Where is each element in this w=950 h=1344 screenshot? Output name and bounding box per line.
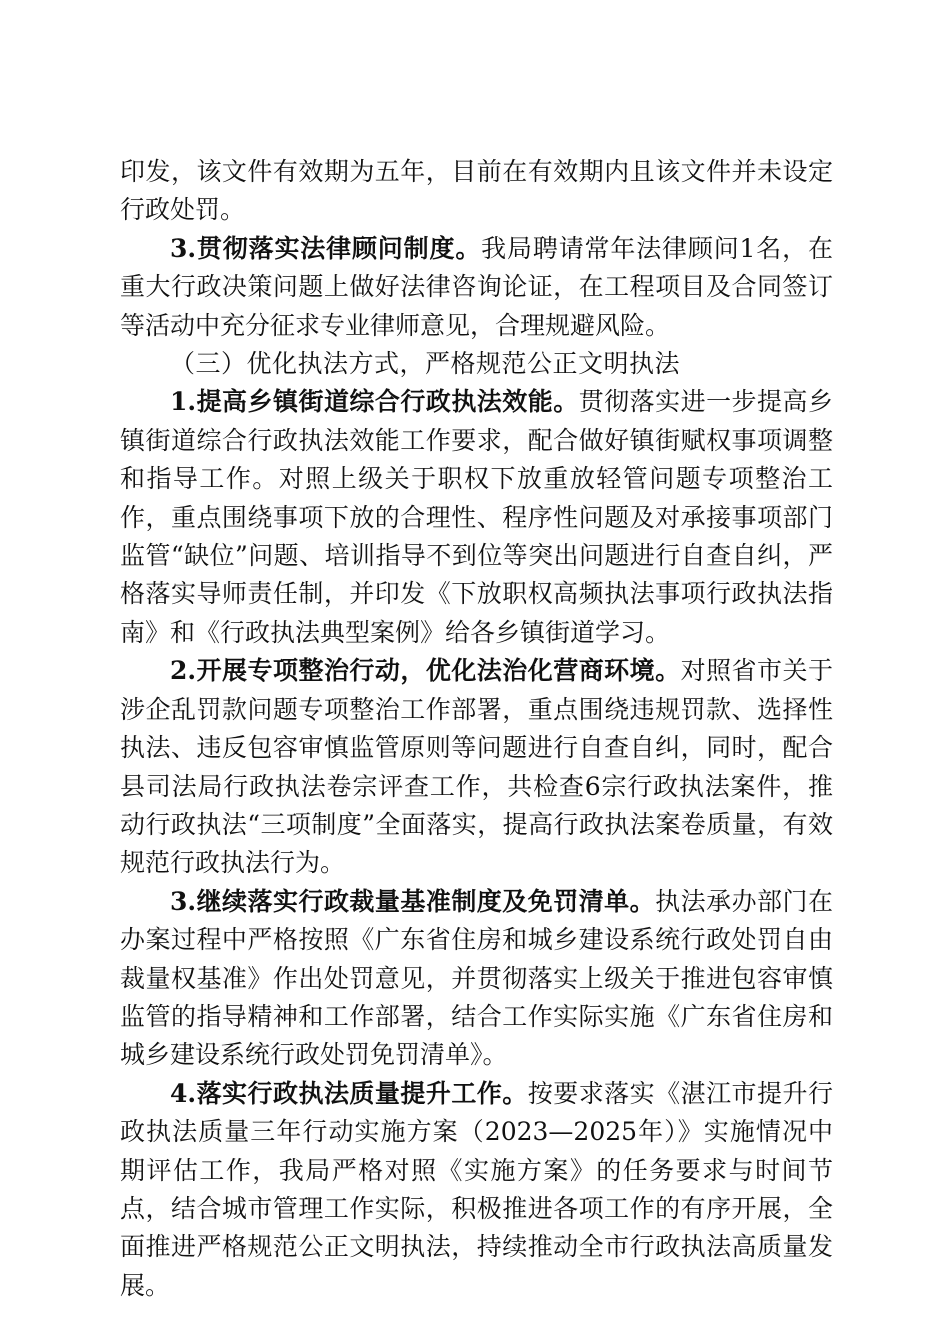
paragraph-lead: 4.落实行政执法质量提升工作。 <box>170 1078 528 1108</box>
paragraph-legal-advisor <box>120 230 833 345</box>
paragraph-text: 印发，该文件有效期为五年，目前在有效期内且该文件并未设定行政处罚。 <box>120 157 833 225</box>
paragraph-text: 贯彻落实进一步提高乡镇街道综合行政执法效能工作要求，配合做好镇街赋权事项调整和指导工作。对照上级关于职权下放重放轻管问题专项整治工作，重点围绕事项下放的合理性、程序性问题及对承接事项部门监管“缺位”问题、培训指导不到位等突出问题进行自查自纠，严格落实导师责任制，并印发《下放职权高频执法事项行政执法指南》和《行政执法典型案例》给各乡镇街道学习。 <box>120 387 833 647</box>
paragraph-special-rectification <box>120 652 833 882</box>
paragraph-lead: 2.开展专项整治行动，优化法治化营商环境。 <box>170 656 681 686</box>
paragraph-lead: 1.提高乡镇街道综合行政执法效能。 <box>170 387 579 417</box>
paragraph-township-enforcement <box>120 383 833 652</box>
paragraph-lead: 3.继续落实行政裁量基准制度及免罚清单。 <box>170 886 656 916</box>
paragraph-text: 我局聘请常年法律顾问1名，在重大行政决策问题上做好法律咨询论证，在工程项目及合同签订等活动中充分征求专业律师意见，合理规避风险。 <box>120 233 833 340</box>
paragraph-text: 执法承办部门在办案过程中严格按照《广东省住房和城乡建设系统行政处罚自由裁量权基准》作出处罚意见，并贯彻落实上级关于推进包容审慎监管的指导精神和工作部署，结合工作实际实施《广东省住房和城乡建设系统行政处罚免罚清单》。 <box>120 886 833 1070</box>
paragraph-continuation <box>120 153 833 230</box>
paragraph-text: 对照省市关于涉企乱罚款问题专项整治工作部署，重点围绕违规罚款、选择性执法、违反包容审慎监管原则等问题进行自查自纠，同时，配合县司法局行政执法卷宗评查工作，共检查6宗行政执法案件，推动行政执法“三项制度”全面落实，提高行政执法案卷质量，有效规范行政执法行为。 <box>120 656 833 878</box>
section-heading: （三）优化执法方式，严格规范公正文明执法 <box>170 349 681 379</box>
paragraph-discretion-benchmark <box>120 883 833 1075</box>
document-body <box>120 153 833 1305</box>
paragraph-text: 按要求落实《湛江市提升行政执法质量三年行动实施方案（2023—2025年）》实施情况中期评估工作，我局严格对照《实施方案》的任务要求与时间节点，结合城市管理工作实际，积极推进各项工作的有序开展，全面推进严格规范公正文明执法，持续推动全市行政执法高质量发展。 <box>120 1078 833 1300</box>
paragraph-lead: 3.贯彻落实法律顾问制度。 <box>170 233 482 263</box>
paragraph-quality-improvement <box>120 1075 833 1305</box>
